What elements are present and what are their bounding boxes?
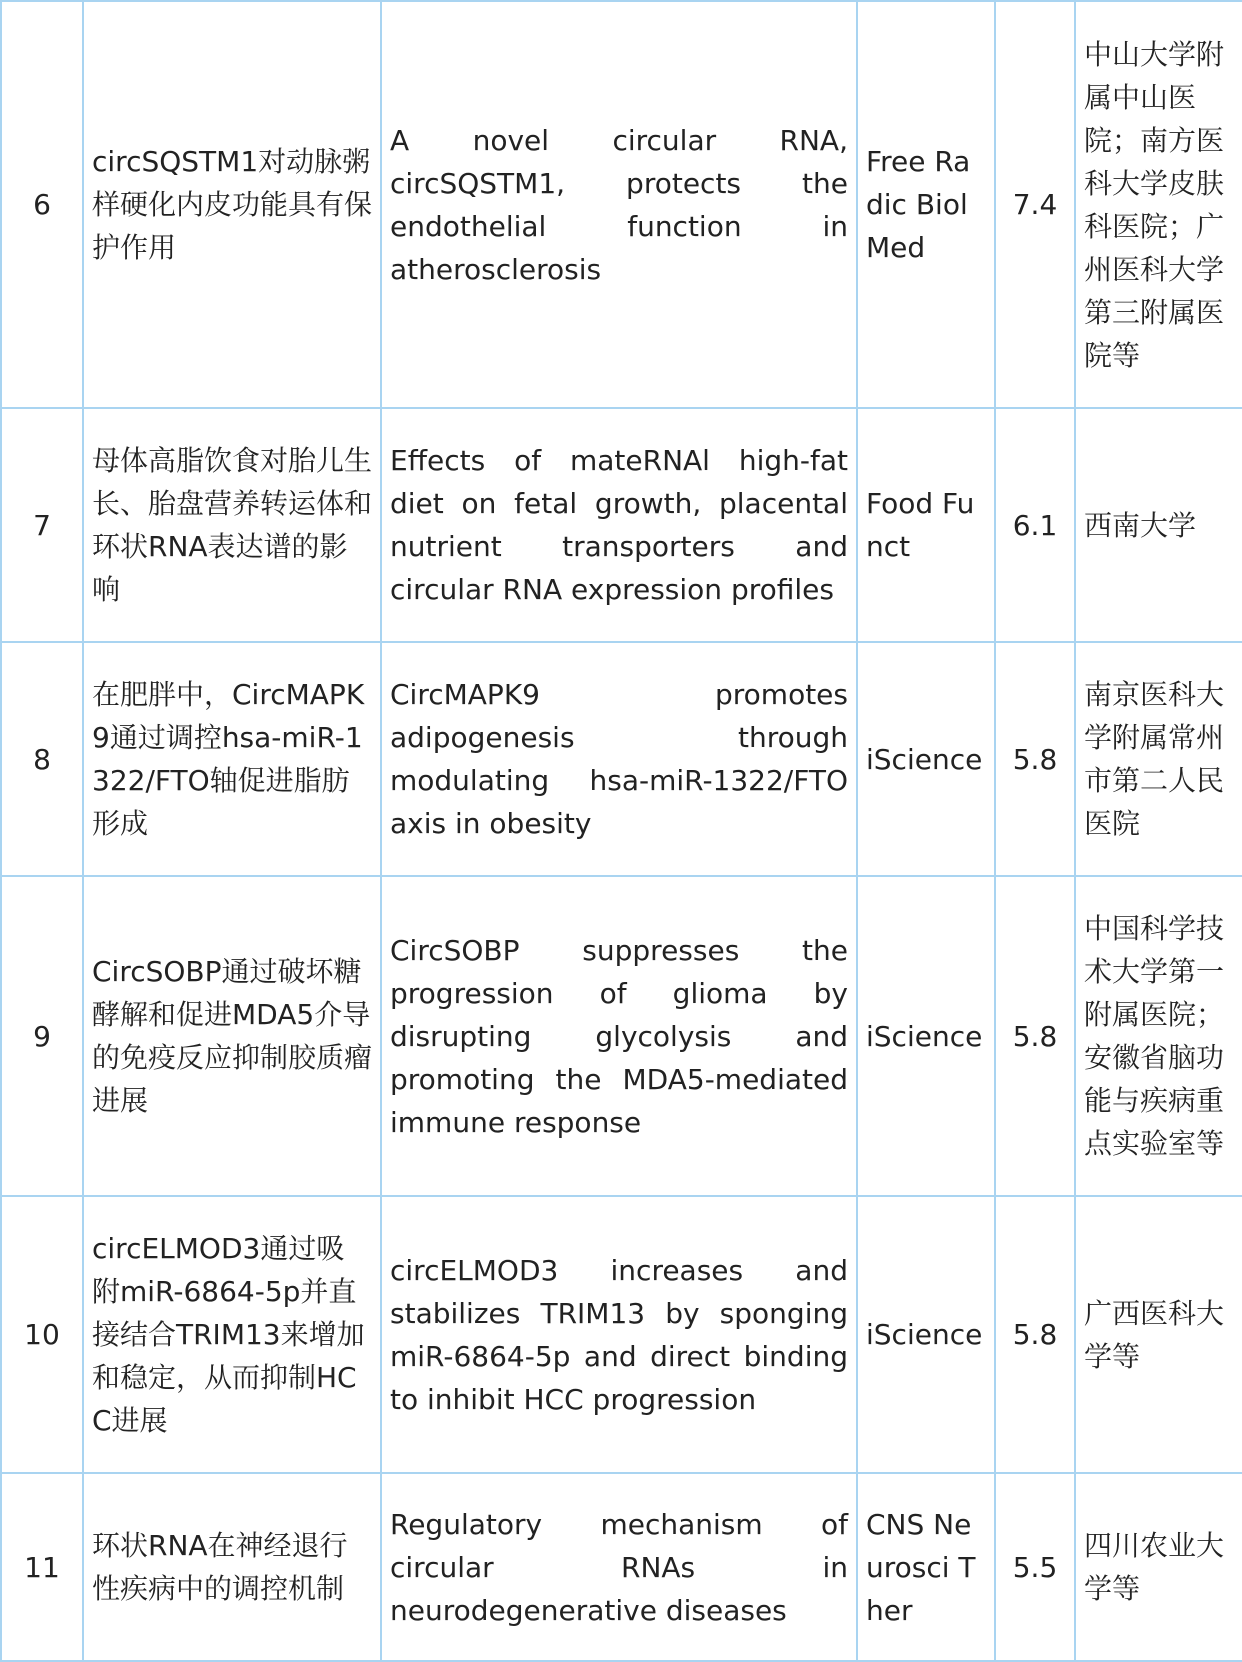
institution: 四川农业大学等 — [1075, 1473, 1242, 1661]
row-number: 8 — [1, 642, 83, 876]
impact-factor: 6.1 — [995, 408, 1075, 642]
chinese-title: 母体高脂饮食对胎儿生长、胎盘营养转运体和环状RNA表达谱的影响 — [83, 408, 381, 642]
english-title: Effects of mateRNAl high-fat diet on fetal growth, placental nutrient transporters and circular RNA expression profiles — [381, 408, 857, 642]
journal-name: Food Funct — [857, 408, 995, 642]
journal-name: iScience — [857, 1196, 995, 1473]
impact-factor: 5.5 — [995, 1473, 1075, 1661]
impact-factor: 7.4 — [995, 1, 1075, 408]
english-title: CircSOBP suppresses the progression of glioma by disrupting glycolysis and promoting the MDA5-mediated immune response — [381, 876, 857, 1196]
english-title: circELMOD3 increases and stabilizes TRIM13 by sponging miR-6864-5p and direct binding to inhibit HCC progression — [381, 1196, 857, 1473]
institution: 西南大学 — [1075, 408, 1242, 642]
journal-name: CNS Neurosci Ther — [857, 1473, 995, 1661]
row-number: 11 — [1, 1473, 83, 1661]
row-number: 7 — [1, 408, 83, 642]
table-row — [1, 408, 1242, 642]
english-title: CircMAPK9 promotes adipogenesis through modulating hsa-miR-1322/FTO axis in obesity — [381, 642, 857, 876]
table-row — [1, 876, 1242, 1196]
table-row — [1, 642, 1242, 876]
impact-factor: 5.8 — [995, 642, 1075, 876]
impact-factor: 5.8 — [995, 876, 1075, 1196]
journal-name: iScience — [857, 642, 995, 876]
institution: 中山大学附属中山医院；南方医科大学皮肤科医院；广州医科大学第三附属医院等 — [1075, 1, 1242, 408]
journal-name: Free Radic Biol Med — [857, 1, 995, 408]
table-row — [1, 1196, 1242, 1473]
chinese-title: 在肥胖中，CircMAPK9通过调控hsa-miR-1322/FTO轴促进脂肪形成 — [83, 642, 381, 876]
table-row — [1, 1473, 1242, 1661]
english-title: A novel circular RNA, circSQSTM1, protects the endothelial function in atherosclerosis — [381, 1, 857, 408]
chinese-title: circELMOD3通过吸附miR-6864-5p并直接结合TRIM13来增加和稳定，从而抑制HCC进展 — [83, 1196, 381, 1473]
row-number: 9 — [1, 876, 83, 1196]
institution: 广西医科大学等 — [1075, 1196, 1242, 1473]
chinese-title: circSQSTM1对动脉粥样硬化内皮功能具有保护作用 — [83, 1, 381, 408]
journal-name: iScience — [857, 876, 995, 1196]
english-title: Regulatory mechanism of circular RNAs in neurodegenerative diseases — [381, 1473, 857, 1661]
impact-factor: 5.8 — [995, 1196, 1075, 1473]
institution: 南京医科大学附属常州市第二人民医院 — [1075, 642, 1242, 876]
row-number: 10 — [1, 1196, 83, 1473]
chinese-title: CircSOBP通过破坏糖酵解和促进MDA5介导的免疫反应抑制胶质瘤进展 — [83, 876, 381, 1196]
chinese-title: 环状RNA在神经退行性疾病中的调控机制 — [83, 1473, 381, 1661]
table-row — [1, 1, 1242, 408]
row-number: 6 — [1, 1, 83, 408]
institution: 中国科学技术大学第一附属医院；安徽省脑功能与疾病重点实验室等 — [1075, 876, 1242, 1196]
